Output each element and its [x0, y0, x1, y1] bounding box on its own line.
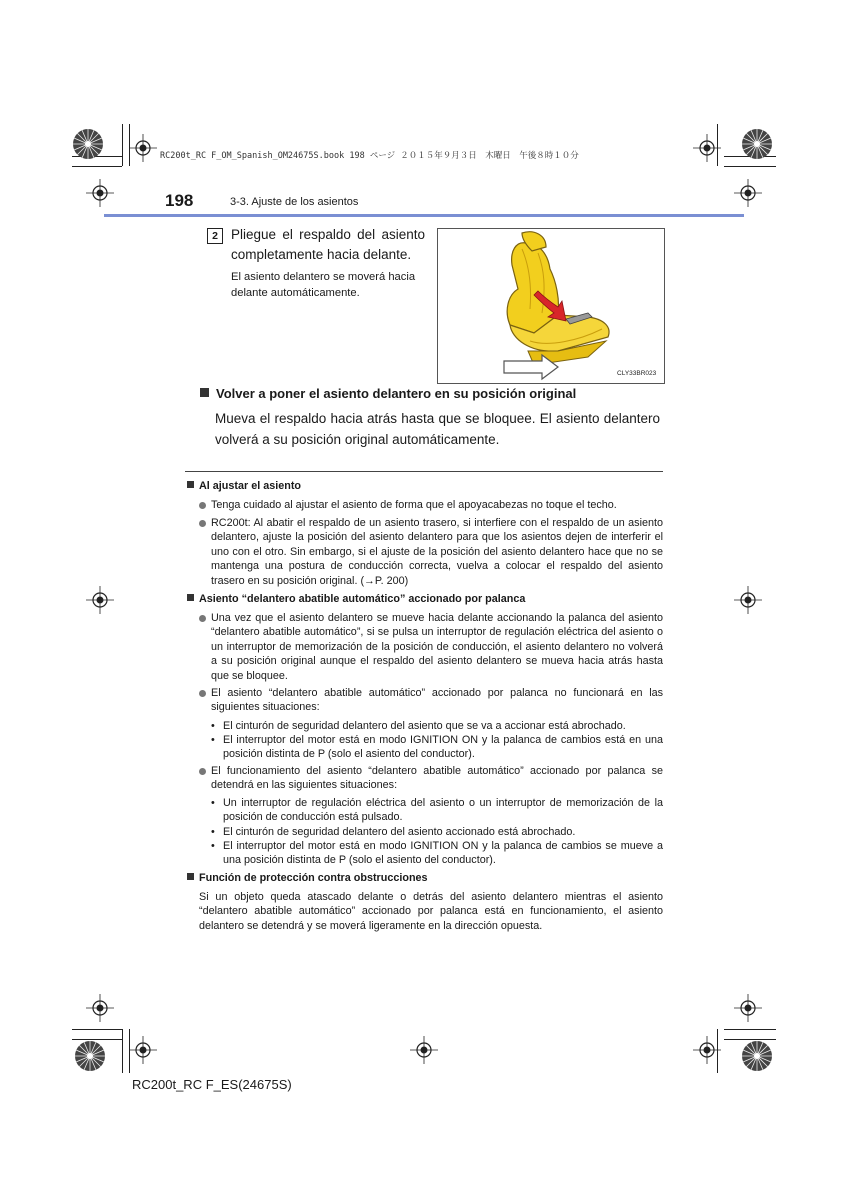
list-item-text: RC200t: Al abatir el respaldo de un asiento trasero, si interfiere con el respaldo de un asiento delantero, ajuste la posición del asiento delantero para que los asientos dejen de interferir el uno con el otro. Sin embargo, si el ajuste de la posición del asiento delantero hace que no se mantenga una postura de conducción correcta, vuelva a colocar el respaldo del asiento trasero en su posición original. (→P. 200)	[211, 517, 663, 587]
sub-list-item: • Un interruptor de regulación eléctrica del asiento o un interruptor de memorización de la posición de conducción está pulsado.	[211, 797, 663, 824]
sub-list-item-text: El interruptor del motor está en modo IGNITION ON y la palanca de cambios está en una posición distinta de P (solo el asiento del conductor).	[223, 734, 663, 761]
square-bullet-icon	[187, 594, 194, 601]
registration-mark-icon	[734, 586, 762, 614]
return-section-body: Mueva el respaldo hacia atrás hasta que se bloquee. El asiento delantero volverá a su posición original automáticamente.	[215, 411, 660, 447]
notes-divider	[185, 471, 663, 472]
sub-list-item-text: El cinturón de seguridad delantero del asiento que se va a accionar está abrochado.	[223, 720, 626, 732]
section-title: 3-3. Ajuste de los asientos	[230, 196, 359, 208]
registration-mark-icon	[86, 994, 114, 1022]
registration-mark-icon	[86, 586, 114, 614]
circle-bullet-icon	[199, 690, 206, 697]
list-item-text: Una vez que el asiento delantero se mueve hacia delante accionando la palanca del asiento “delantero abatible automático”, si se pulsa un interruptor de regulación eléctrica del asiento o un interruptor de memorización de la posición de conducción, el asiento delantero no volverá a su posición original aunque el respaldo del asiento delantero se mueva hacia atrás hasta que se bloquee.	[211, 612, 663, 682]
page-number: 198	[165, 191, 194, 210]
list-item-text: Tenga cuidado al ajustar el asiento de forma que el apoyacabezas no toque el techo.	[211, 499, 617, 511]
obstruction-body: Si un objeto queda atascado delante o detrás del asiento delantero mientras el asiento “delantero abatible automático” accionado por palanca está en funcionamiento, el asiento delantero se detendrá y se moverá ligeramente en la dirección opuesta.	[199, 891, 663, 932]
step-instruction: Pliegue el respaldo del asiento completamente hacia delante.	[231, 227, 425, 262]
note-heading-adjust-text: Al ajustar el asiento	[199, 480, 302, 492]
list-item	[199, 611, 663, 683]
sub-list-item: • El interruptor del motor está en modo IGNITION ON y la palanca de cambios se mueve a una posición distinta de P (solo el asiento del conductor).	[211, 840, 663, 867]
registration-mark-icon	[693, 134, 721, 162]
list-item	[199, 498, 663, 512]
return-section-heading	[200, 386, 576, 401]
color-target-icon	[741, 1040, 773, 1072]
square-bullet-icon	[187, 481, 194, 488]
note-heading-lever	[187, 593, 525, 605]
sub-list-item-text: Un interruptor de regulación eléctrica del asiento o un interruptor de memorización de la posición de conducción está pulsado.	[223, 797, 663, 824]
header-rule	[104, 214, 744, 217]
figure-code: CLY33BR023	[617, 370, 657, 377]
registration-mark-icon	[410, 1036, 438, 1064]
note-heading-lever-text: Asiento “delantero abatible automático” accionado por palanca	[199, 593, 526, 605]
square-bullet-icon	[187, 873, 194, 880]
square-bullet-icon	[200, 388, 209, 397]
sub-list-item: • El cinturón de seguridad delantero del asiento que se va a accionar está abrochado.	[211, 719, 663, 733]
registration-mark-icon	[129, 134, 157, 162]
registration-mark-icon	[734, 179, 762, 207]
return-section-heading-text: Volver a poner el asiento delantero en su posición original	[216, 386, 577, 401]
circle-bullet-icon	[199, 615, 206, 622]
sub-list-item: • El cinturón de seguridad delantero del asiento accionado está abrochado.	[211, 825, 663, 839]
registration-mark-icon	[693, 1036, 721, 1064]
list-item	[199, 516, 663, 588]
step-number-box: 2	[207, 228, 223, 244]
list-item-text: El funcionamiento del asiento “delantero abatible automático” accionado por palanca se detendrá en las siguientes situaciones:	[211, 765, 663, 792]
color-target-icon	[74, 1040, 106, 1072]
sub-list-item-text: El cinturón de seguridad delantero del asiento accionado está abrochado.	[223, 826, 576, 838]
note-heading-adjust	[187, 480, 301, 492]
note-heading-obstruction-text: Función de protección contra obstrucciones	[199, 872, 428, 884]
sub-list-item: • El interruptor del motor está en modo IGNITION ON y la palanca de cambios está en una posición distinta de P (solo el asiento del conductor).	[211, 734, 663, 761]
registration-mark-icon	[129, 1036, 157, 1064]
list-item-text: El asiento “delantero abatible automático” accionado por palanca no funcionará en las siguientes situaciones:	[211, 687, 663, 714]
circle-bullet-icon	[199, 520, 206, 527]
note-heading-obstruction	[187, 872, 428, 884]
list-item	[199, 686, 663, 715]
color-target-icon	[72, 128, 104, 160]
sub-list-item-text: El interruptor del motor está en modo IGNITION ON y la palanca de cambios se mueve a una posición distinta de P (solo el asiento del conductor).	[223, 840, 663, 867]
list-item	[199, 764, 663, 793]
seat-illustration-svg	[438, 229, 664, 383]
step-note: El asiento delantero se moverá hacia delante automáticamente.	[231, 271, 416, 299]
footer-model-code: RC200t_RC F_ES(24675S)	[132, 1077, 292, 1092]
circle-bullet-icon	[199, 502, 206, 509]
print-header-line: RC200t_RC F_OM_Spanish_OM24675S.book 198 ページ ２０１５年９月３日 木曜日 午後８時１０分	[160, 151, 579, 161]
circle-bullet-icon	[199, 768, 206, 775]
registration-mark-icon	[86, 179, 114, 207]
seat-illustration	[437, 228, 665, 384]
registration-mark-icon	[734, 994, 762, 1022]
color-target-icon	[741, 128, 773, 160]
